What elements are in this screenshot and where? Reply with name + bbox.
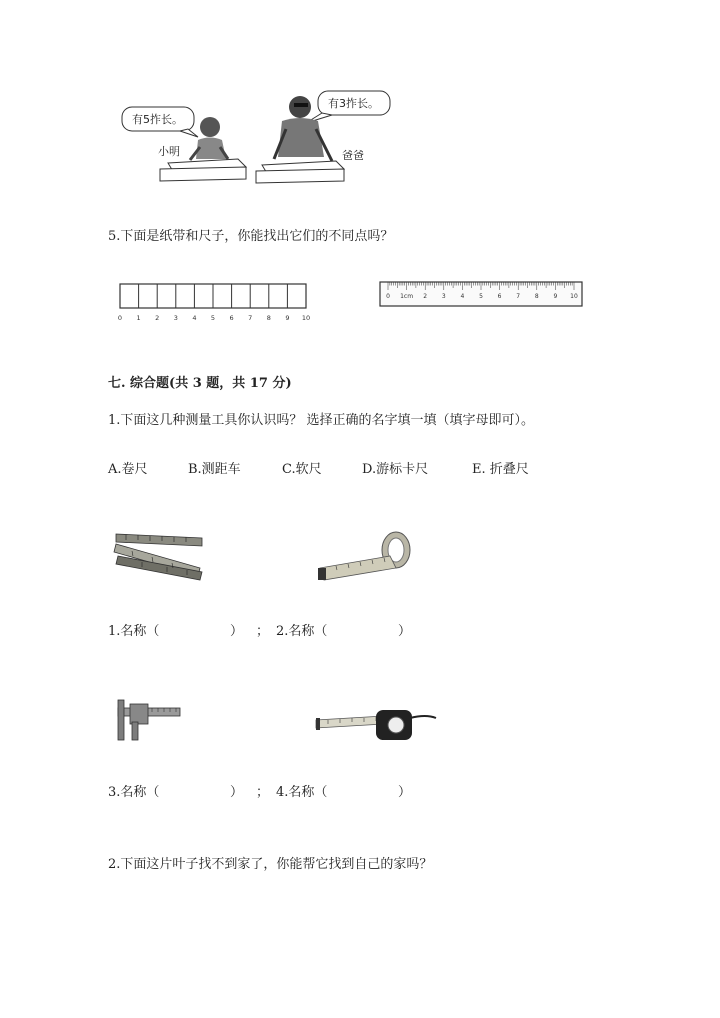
measuring-illustration (110, 85, 410, 190)
strip-tick-label: 2 (155, 314, 160, 322)
strip-tick-label: 0 (117, 314, 123, 322)
dad-label: 爸爸 (342, 149, 364, 162)
dad-bubble-text: 有3拃长。 (328, 97, 379, 110)
vernier-caliper-image (112, 696, 182, 744)
xiaoming-label: 小明 (158, 145, 180, 158)
xiaoming-bubble-text: 有5拃长。 (132, 113, 183, 126)
ruler-tick-label: 10 (570, 293, 578, 300)
name-1-label: 1.名称（ (108, 624, 160, 639)
ruler-tick-label: 5 (479, 293, 483, 300)
ruler-unit-label: 1cm (400, 293, 414, 300)
name-4-close: ） (398, 785, 412, 800)
xiaoming-head (200, 117, 220, 137)
ruler-tick-label: 0 (386, 293, 390, 300)
ruler-tick-label: 3 (441, 293, 446, 300)
name-3-label: 3.名称（ (108, 785, 160, 800)
ruler-diagram (378, 280, 586, 314)
ruler-tick-label: 9 (553, 293, 558, 300)
strip-tick-label: 9 (285, 314, 290, 322)
strip-tick-label: 5 (210, 314, 216, 322)
ruler-tick-label: 8 (534, 293, 539, 300)
tape-measure-image (314, 704, 438, 744)
name-4-label: 4.名称（ (276, 785, 328, 800)
separator-1: ； (256, 624, 270, 639)
soft-tape-image (316, 530, 416, 586)
option-a: A.卷尺 (108, 462, 148, 477)
section-7-heading: 七. 综合题(共 3 题，共 17 分) (108, 376, 292, 391)
question-1-text: 1.下面这几种测量工具你认识吗？ 选择正确的名字填一填（填字母即可）。 (108, 413, 535, 428)
folding-ruler-image (112, 528, 206, 586)
ruler-tick-label: 2 (423, 293, 428, 300)
strip-tick-label: 1 (136, 314, 141, 322)
option-d: D.游标卡尺 (362, 462, 429, 477)
name-3-close: ） (230, 785, 244, 800)
option-b: B.测距车 (188, 462, 241, 477)
question-5-text: 5.下面是纸带和尺子，你能找出它们的不同点吗？ (108, 229, 394, 244)
strip-tick-label: 8 (266, 314, 271, 322)
strip-tick-label: 4 (192, 314, 197, 322)
option-e: E. 折叠尺 (472, 462, 529, 477)
name-1-close: ） (230, 624, 244, 639)
strip-tick-label: 3 (173, 314, 178, 322)
ruler-tick-label: 4 (460, 293, 465, 300)
separator-2: ； (256, 785, 270, 800)
option-c: C.软尺 (282, 462, 322, 477)
ruler-tick-label: 6 (497, 293, 502, 300)
strip-tick-label: 10 (301, 314, 311, 322)
ruler-tick-label: 7 (516, 293, 521, 300)
strip-tick-label: 6 (229, 314, 234, 322)
paper-strip-diagram (112, 282, 317, 326)
strip-tick-label: 7 (248, 314, 253, 322)
name-2-label: 2.名称（ (276, 624, 328, 639)
name-2-close: ） (398, 624, 412, 639)
question-2-text: 2.下面这片叶子找不到家了，你能帮它找到自己的家吗？ (108, 857, 433, 872)
